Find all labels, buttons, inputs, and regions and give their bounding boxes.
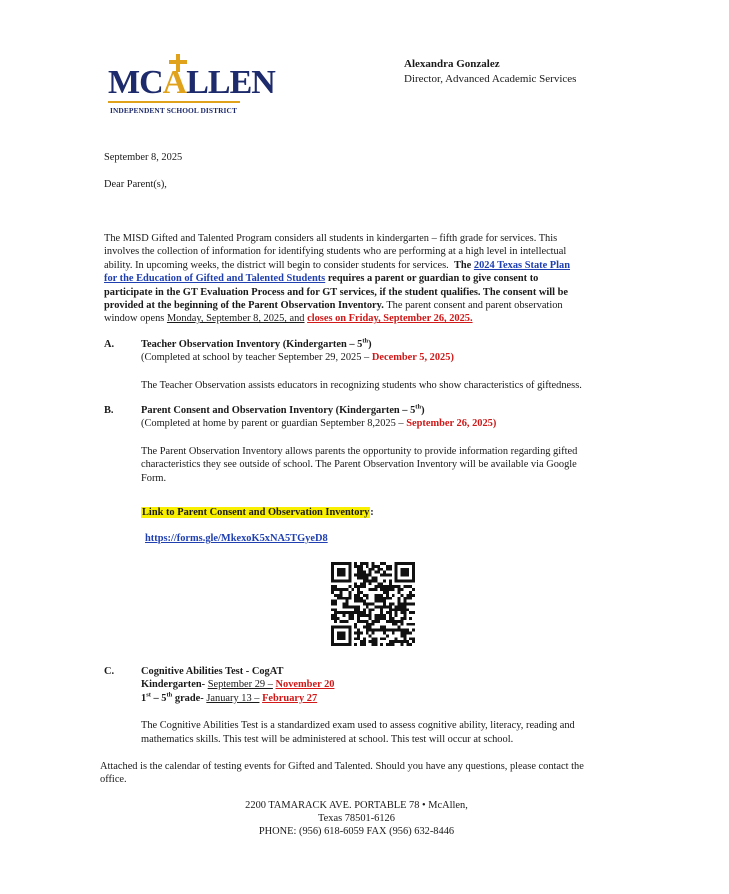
intro-line-7: window opens Monday, September 8, 2025, and closes on Friday, September 26, 2025.: [104, 313, 473, 325]
section-c-grades: 1st – 5th grade- January 13 – February 27: [141, 691, 318, 704]
state-plan-link-cont[interactable]: for the Education of Gifted and Talented Students: [104, 273, 326, 285]
section-a-letter: A.: [104, 339, 115, 350]
intro-line-4: for the Education of Gifted and Talented Students requires a parent or guardian to give consent to: [104, 273, 539, 285]
state-plan-link[interactable]: 2024 Texas State Plan: [473, 259, 571, 271]
section-c-kinder: Kindergarten- September 29 – November 20: [141, 679, 335, 691]
intro-line-5: participate in the GT Evaluation Process and for GT services, if the student qualifies. The consent will be: [104, 286, 569, 298]
logo-divider: [108, 101, 240, 103]
section-b-desc-3: Form.: [141, 472, 167, 484]
footer-address-1: 2200 TAMARACK AVE. PORTABLE 78 • McAllen,: [245, 800, 468, 811]
section-c-letter: C.: [104, 666, 115, 677]
logo-subtitle: INDEPENDENT SCHOOL DISTRICT: [110, 106, 238, 115]
sender-title: Director, Advanced Academic Services: [404, 73, 577, 85]
intro-line-2: involves the collection of information for identifying students who are performing at a high level in intellectual: [104, 246, 567, 258]
section-a-detail: (Completed at school by teacher September 29, 2025 – December 5, 2025): [141, 352, 454, 364]
logo-wordmark: MCALLEN: [108, 64, 275, 101]
sender-name: Alexandra Gonzalez: [404, 58, 500, 70]
consent-link-label-row: Link to Parent Consent and Observation Inventory:: [142, 507, 374, 518]
closing-paragraph: Attached is the calendar of testing events for Gifted and Talented. Should you have any questions, please contact the office.: [100, 761, 584, 786]
section-c-desc-2: mathematics skills. This test will be administered at school. This test will occur at school.: [141, 733, 514, 745]
qr-code-icon[interactable]: [331, 562, 415, 646]
intro-line-6: provided at the beginning of the Parent Observation Inventory. The parent consent and parent observation: [104, 300, 563, 312]
section-b-desc-1: The Parent Observation Inventory allows parents the opportunity to provide information regarding gifted: [141, 445, 578, 457]
section-a: [141, 338, 641, 392]
consent-form-url[interactable]: https://forms.gle/MkexoK5xNA5TGyeD8: [145, 533, 328, 544]
intro-line-1: The MISD Gifted and Talented Program considers all students in kindergarten – fifth grade for services. This: [104, 233, 558, 244]
intro-paragraph: [104, 232, 644, 326]
section-c-title: Cognitive Abilities Test - CogAT: [141, 666, 284, 677]
consent-link-label: Link to Parent Consent and Observation Inventory: [142, 507, 370, 518]
district-logo: [106, 52, 275, 122]
intro-line-3: ability. In upcoming weeks, the district will begin to consider students for services. The 2024 Texas State Plan: [104, 259, 571, 271]
section-c: [141, 665, 641, 746]
section-c-desc-1: The Cognitive Abilities Test is a standardized exam used to assess cognitive ability, literacy, reading and: [141, 720, 575, 732]
section-b-desc-2: characteristics they see outside of school. The Parent Observation Inventory will be available via Google: [141, 459, 577, 471]
letter-date: September 8, 2025: [104, 152, 183, 163]
open-date: Monday, September 8, 2025, and: [166, 313, 305, 325]
footer-address-2: Texas 78501-6126: [318, 813, 395, 824]
section-b-title: Parent Consent and Observation Inventory (Kindergarten – 5th): [141, 403, 425, 416]
section-b-letter: B.: [104, 405, 114, 416]
salutation: Dear Parent(s),: [104, 179, 167, 190]
section-a-title: Teacher Observation Inventory (Kindergarten – 5th): [141, 337, 372, 350]
section-b-detail: (Completed at home by parent or guardian September 8,2025 – September 26, 2025): [141, 418, 497, 430]
footer-phone: PHONE: (956) 618-6059 FAX (956) 632-8446: [258, 826, 455, 837]
section-a-description: The Teacher Observation assists educators in recognizing students who show characteristics of giftedness.: [141, 379, 582, 391]
section-b: [141, 404, 641, 485]
close-date: closes on Friday, September 26, 2025.: [307, 313, 473, 325]
